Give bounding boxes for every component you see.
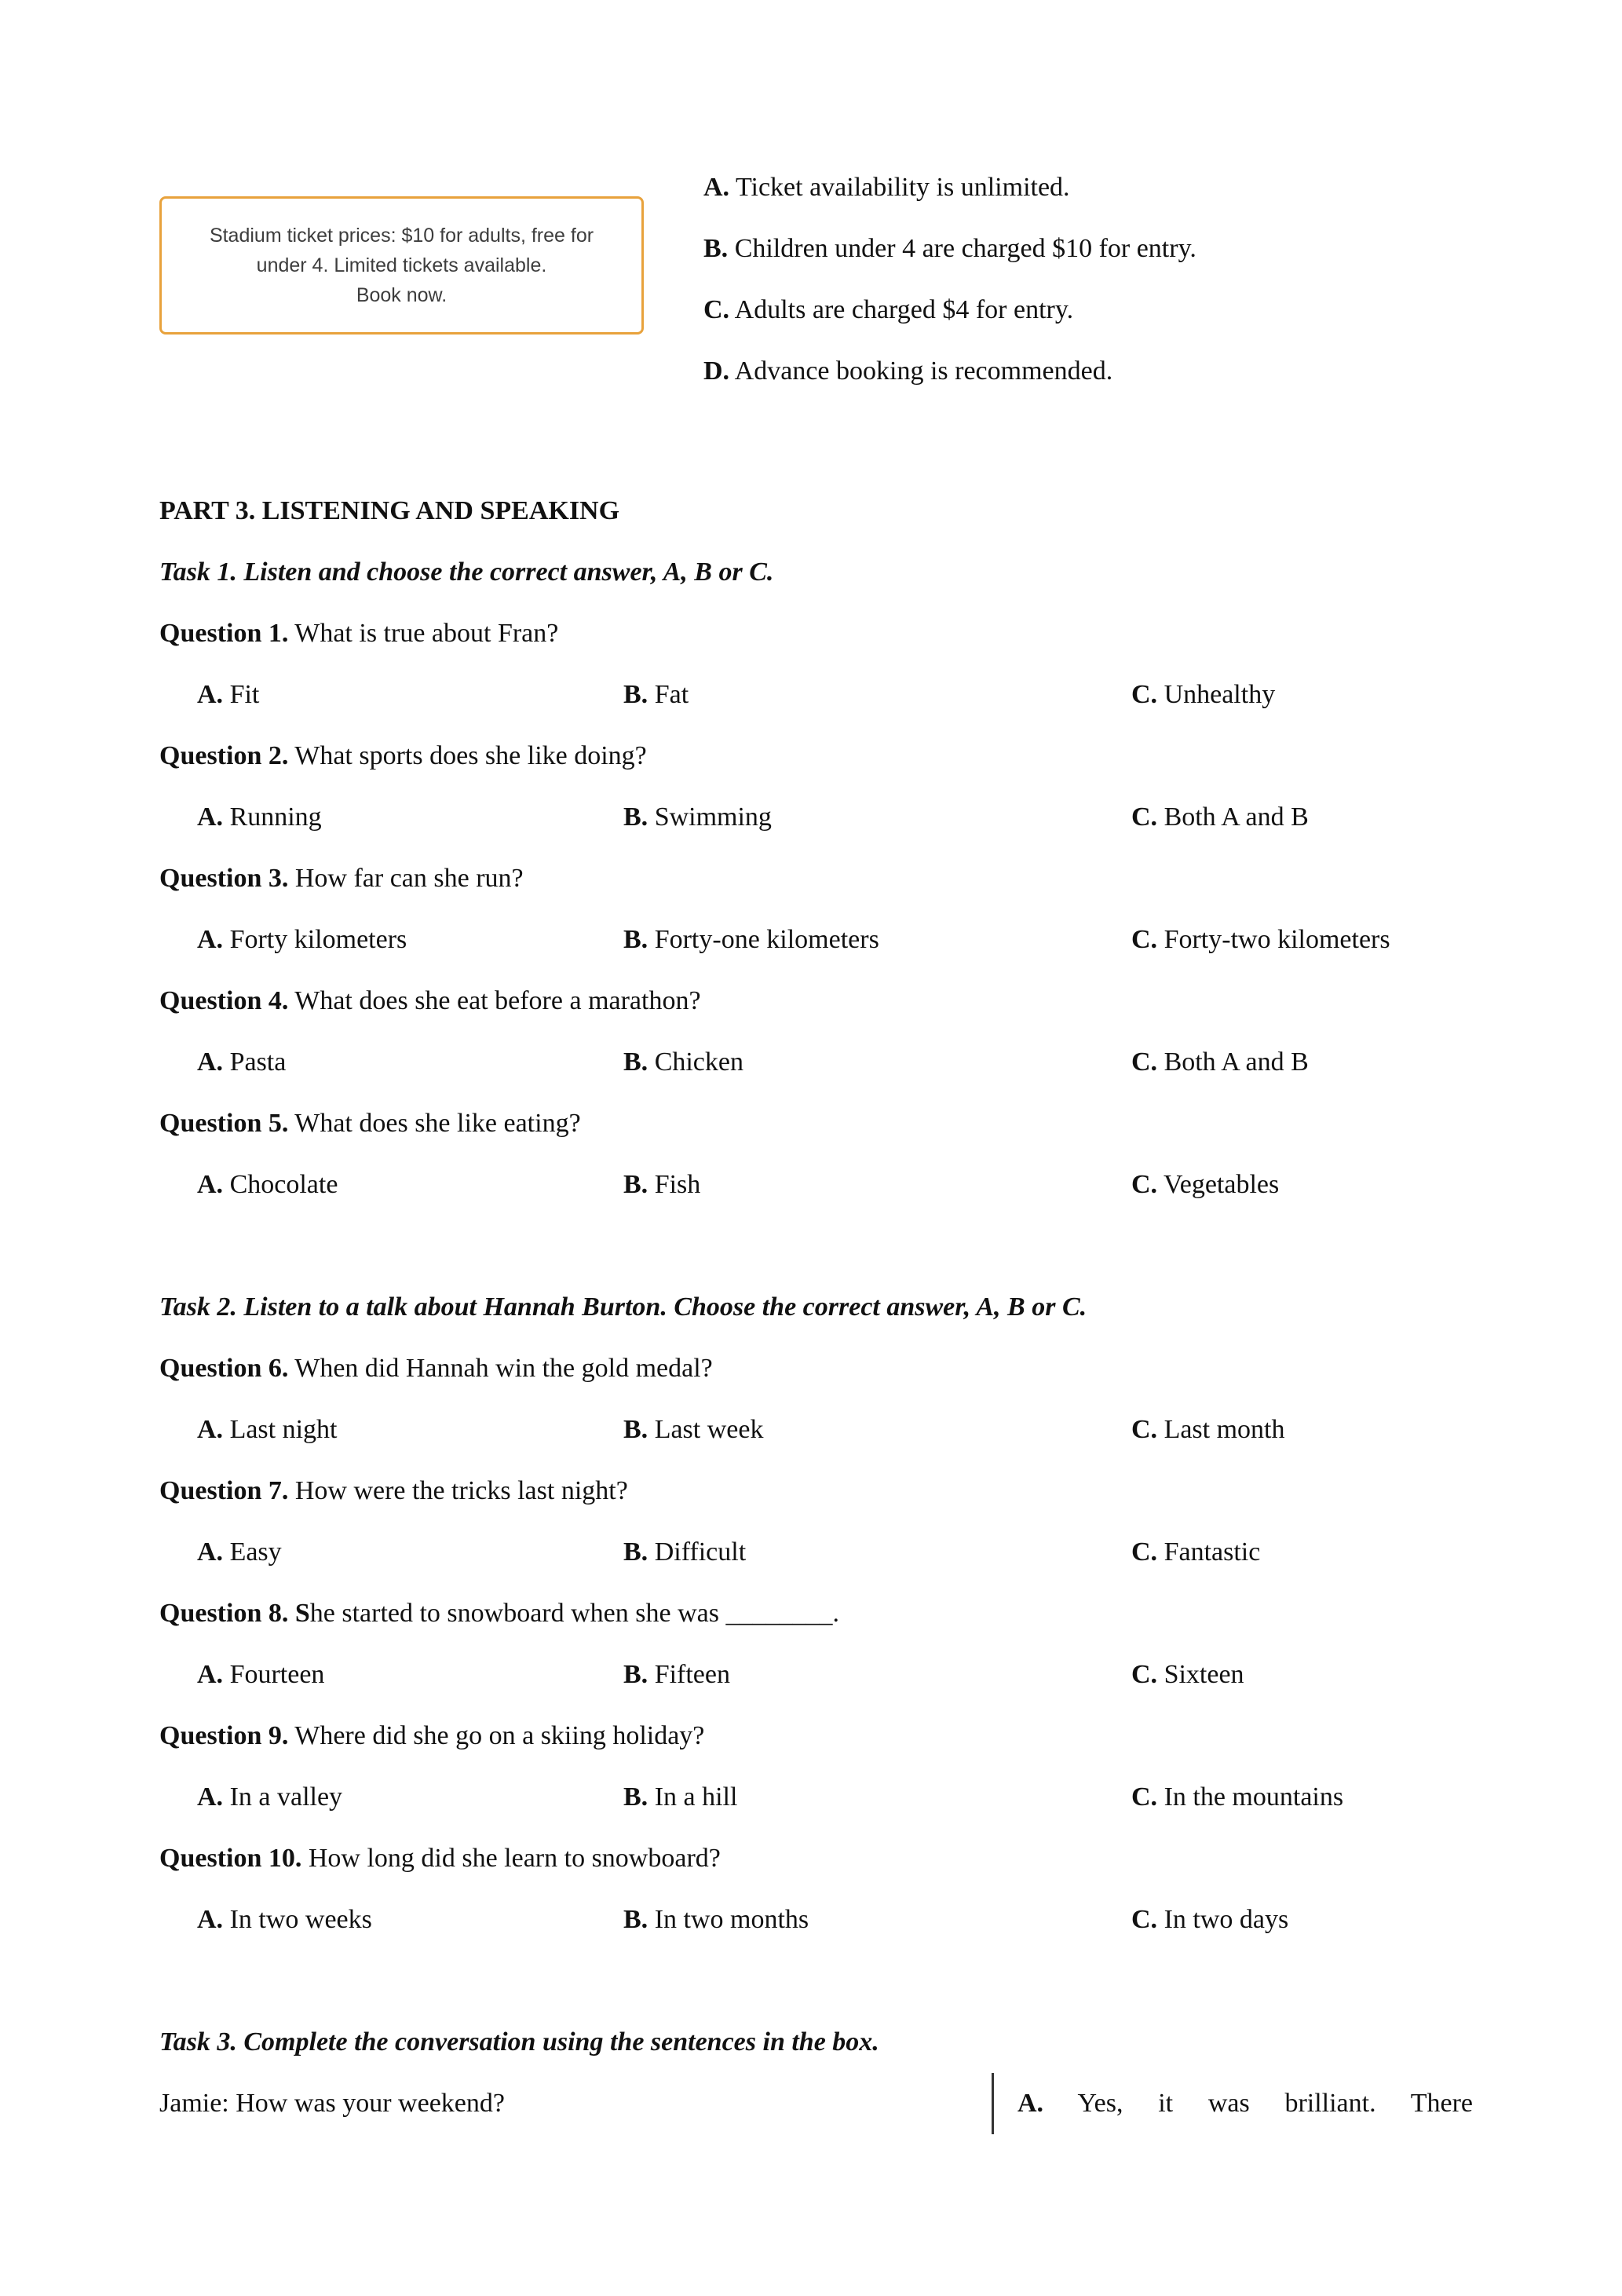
option-a: [197, 1399, 623, 1461]
task-3-section: [159, 2012, 1473, 2134]
speaker-line: Jamie: How was your weekend?: [159, 2089, 505, 2118]
option-a: [197, 909, 623, 971]
option-text: Both A and B: [1157, 803, 1309, 832]
option-a: [197, 1889, 623, 1951]
answer-option: [703, 157, 1196, 218]
ticket-box-line: Stadium ticket prices: $10 for adults, free for: [209, 225, 594, 247]
option-text: Difficult: [648, 1537, 747, 1567]
part-heading: PART 3. LISTENING AND SPEAKING: [159, 496, 620, 525]
ticket-box-line: Book now.: [356, 284, 448, 306]
option-label: B.: [623, 1905, 648, 1934]
option-text: Unhealthy: [1157, 680, 1276, 709]
question-text: When did Hannah win the gold medal?: [288, 1354, 713, 1383]
options-row: [159, 1644, 1473, 1706]
option-label: A.: [703, 173, 730, 202]
option-text: Running: [223, 803, 322, 832]
question-text: How long did she learn to snowboard?: [301, 1844, 721, 1873]
option-text: Vegetables: [1157, 1170, 1280, 1199]
option-c: [1131, 1644, 1473, 1706]
option-label: C.: [1131, 1537, 1158, 1567]
question-text: What is true about Fran?: [288, 619, 559, 648]
option-b: [623, 1767, 1131, 1828]
option-text: Adults are charged $4 for entry.: [729, 295, 1074, 324]
option-label: B.: [623, 1537, 648, 1567]
option-c: [1131, 1154, 1473, 1216]
option-label: C.: [1131, 1415, 1158, 1444]
option-label: A.: [197, 680, 224, 709]
options-row: [159, 1399, 1473, 1461]
option-b: [623, 1399, 1131, 1461]
task-title: Task 1. Listen and choose the correct answer, A, B or C.: [159, 558, 774, 587]
option-text: Yes, it was brilliant. There: [1043, 2089, 1473, 2118]
option-label: B.: [623, 1170, 648, 1199]
options-row: [159, 1522, 1473, 1583]
option-a: [197, 1767, 623, 1828]
option-label: B.: [623, 803, 648, 832]
question-line: [159, 726, 1473, 787]
option-text: Both A and B: [1157, 1047, 1309, 1077]
option-text: Easy: [223, 1537, 282, 1567]
option-text: Fish: [648, 1170, 701, 1199]
option-label: C.: [1131, 1905, 1158, 1934]
option-label: A.: [197, 1905, 224, 1934]
option-label: A.: [197, 1782, 224, 1812]
option-c: [1131, 787, 1473, 848]
question-label: Question 5.: [159, 1109, 289, 1138]
task-title: Task 3. Complete the conversation using the sentences in the box.: [159, 2027, 879, 2057]
question-text: What sports does she like doing?: [288, 741, 647, 770]
answer-option: [703, 218, 1196, 280]
ticket-box-line: under 4. Limited tickets available.: [256, 254, 547, 276]
option-label: B.: [623, 1782, 648, 1812]
option-text: In two days: [1157, 1905, 1289, 1934]
option-text: In the mountains: [1157, 1782, 1344, 1812]
answer-option: [703, 280, 1196, 341]
option-c: [1131, 1522, 1473, 1583]
question-line: [159, 1338, 1473, 1399]
question-line: [159, 603, 1473, 664]
option-c: [1131, 664, 1473, 726]
option-a: [197, 1032, 623, 1093]
question-text: he started to snowboard when she was ________.: [309, 1599, 839, 1628]
option-label: A.: [197, 1660, 224, 1689]
question-line: [159, 1583, 1473, 1644]
option-text: Chocolate: [223, 1170, 338, 1199]
question-label: Question 6.: [159, 1354, 289, 1383]
option-text: In a valley: [223, 1782, 343, 1812]
option-label: C.: [1131, 1782, 1158, 1812]
options-row: [159, 1154, 1473, 1216]
question-label: Question 10.: [159, 1844, 302, 1873]
option-b: [623, 909, 1131, 971]
option-label: B.: [703, 234, 729, 263]
option-label: B.: [623, 1415, 648, 1444]
option-label: B.: [623, 925, 648, 954]
question-label: Question 1.: [159, 619, 289, 648]
option-a: [197, 1154, 623, 1216]
option-text: Fifteen: [648, 1660, 730, 1689]
answer-option: [703, 341, 1196, 402]
option-text: Chicken: [648, 1047, 743, 1077]
option-text: Pasta: [223, 1047, 287, 1077]
question-line: [159, 848, 1473, 909]
option-text: Ticket availability is unlimited.: [729, 173, 1070, 202]
question-line: [159, 1461, 1473, 1522]
option-text: Last night: [223, 1415, 338, 1444]
option-text: In two months: [648, 1905, 809, 1934]
option-label: B.: [623, 1047, 648, 1077]
options-row: [159, 909, 1473, 971]
option-b: [623, 1154, 1131, 1216]
page-content: [0, 165, 1622, 2134]
option-label: B.: [623, 1660, 648, 1689]
option-label: A.: [197, 1170, 224, 1199]
option-a: [197, 787, 623, 848]
option-label: A.: [197, 925, 224, 954]
option-text: In two weeks: [223, 1905, 372, 1934]
option-b: [623, 1032, 1131, 1093]
question-text: What does she like eating?: [288, 1109, 581, 1138]
option-a: [197, 1522, 623, 1583]
reading-excerpt-section: [159, 165, 1473, 402]
option-label: C.: [1131, 1660, 1158, 1689]
question-label: Question 3.: [159, 864, 289, 893]
option-a: [197, 1644, 623, 1706]
option-text: Fit: [223, 680, 260, 709]
option-b: [623, 664, 1131, 726]
option-label: C.: [1131, 925, 1158, 954]
option-label: A.: [1017, 2089, 1044, 2118]
reading-answer-options: [703, 157, 1196, 402]
task-title: Task 2. Listen to a talk about Hannah Burton. Choose the correct answer, A, B or C.: [159, 1292, 1087, 1322]
option-label: A.: [197, 803, 224, 832]
option-label: C.: [1131, 803, 1158, 832]
question-label: Question 2.: [159, 741, 289, 770]
option-label: B.: [623, 680, 648, 709]
question-label: Question 7.: [159, 1476, 289, 1505]
question-line: [159, 1706, 1473, 1767]
option-c: [1131, 909, 1473, 971]
question-text: How were the tricks last night?: [288, 1476, 628, 1505]
option-text: Fourteen: [223, 1660, 325, 1689]
option-c: [1131, 1032, 1473, 1093]
ticket-info-box: [159, 196, 644, 335]
option-text: In a hill: [648, 1782, 738, 1812]
question-line: [159, 971, 1473, 1032]
option-text: Fat: [648, 680, 689, 709]
option-label: D.: [703, 356, 730, 386]
option-label: C.: [1131, 1047, 1158, 1077]
question-label: Question 9.: [159, 1721, 289, 1750]
option-b: [623, 787, 1131, 848]
question-line: [159, 1828, 1473, 1889]
option-a: [197, 664, 623, 726]
option-label: C.: [1131, 1170, 1158, 1199]
box-answer-option: [992, 2073, 1473, 2134]
option-text: Last week: [648, 1415, 764, 1444]
question-label: Question 4.: [159, 986, 289, 1015]
task-1-section: [159, 542, 1473, 1216]
option-text: Sixteen: [1157, 1660, 1244, 1689]
conversation-row: [159, 2073, 1473, 2134]
options-row: [159, 664, 1473, 726]
option-text: Children under 4 are charged $10 for entry.: [728, 234, 1196, 263]
options-row: [159, 787, 1473, 848]
option-b: [623, 1522, 1131, 1583]
option-text: Forty-two kilometers: [1157, 925, 1390, 954]
question-line: [159, 1093, 1473, 1154]
option-b: [623, 1889, 1131, 1951]
option-label: A.: [197, 1047, 224, 1077]
options-row: [159, 1032, 1473, 1093]
options-row: [159, 1767, 1473, 1828]
option-text: Swimming: [648, 803, 772, 832]
question-label: Question 8. S: [159, 1599, 310, 1628]
option-label: A.: [197, 1537, 224, 1567]
question-text: How far can she run?: [288, 864, 524, 893]
option-text: Fantastic: [1157, 1537, 1261, 1567]
option-label: A.: [197, 1415, 224, 1444]
option-label: C.: [703, 295, 730, 324]
task-2-section: [159, 1277, 1473, 1951]
question-text: What does she eat before a marathon?: [288, 986, 701, 1015]
option-c: [1131, 1889, 1473, 1951]
question-text: Where did she go on a skiing holiday?: [288, 1721, 705, 1750]
option-b: [623, 1644, 1131, 1706]
options-row: [159, 1889, 1473, 1951]
option-text: Forty-one kilometers: [648, 925, 879, 954]
option-text: Last month: [1157, 1415, 1285, 1444]
option-text: Forty kilometers: [223, 925, 407, 954]
option-c: [1131, 1399, 1473, 1461]
option-c: [1131, 1767, 1473, 1828]
option-label: C.: [1131, 680, 1158, 709]
option-text: Advance booking is recommended.: [729, 356, 1113, 386]
